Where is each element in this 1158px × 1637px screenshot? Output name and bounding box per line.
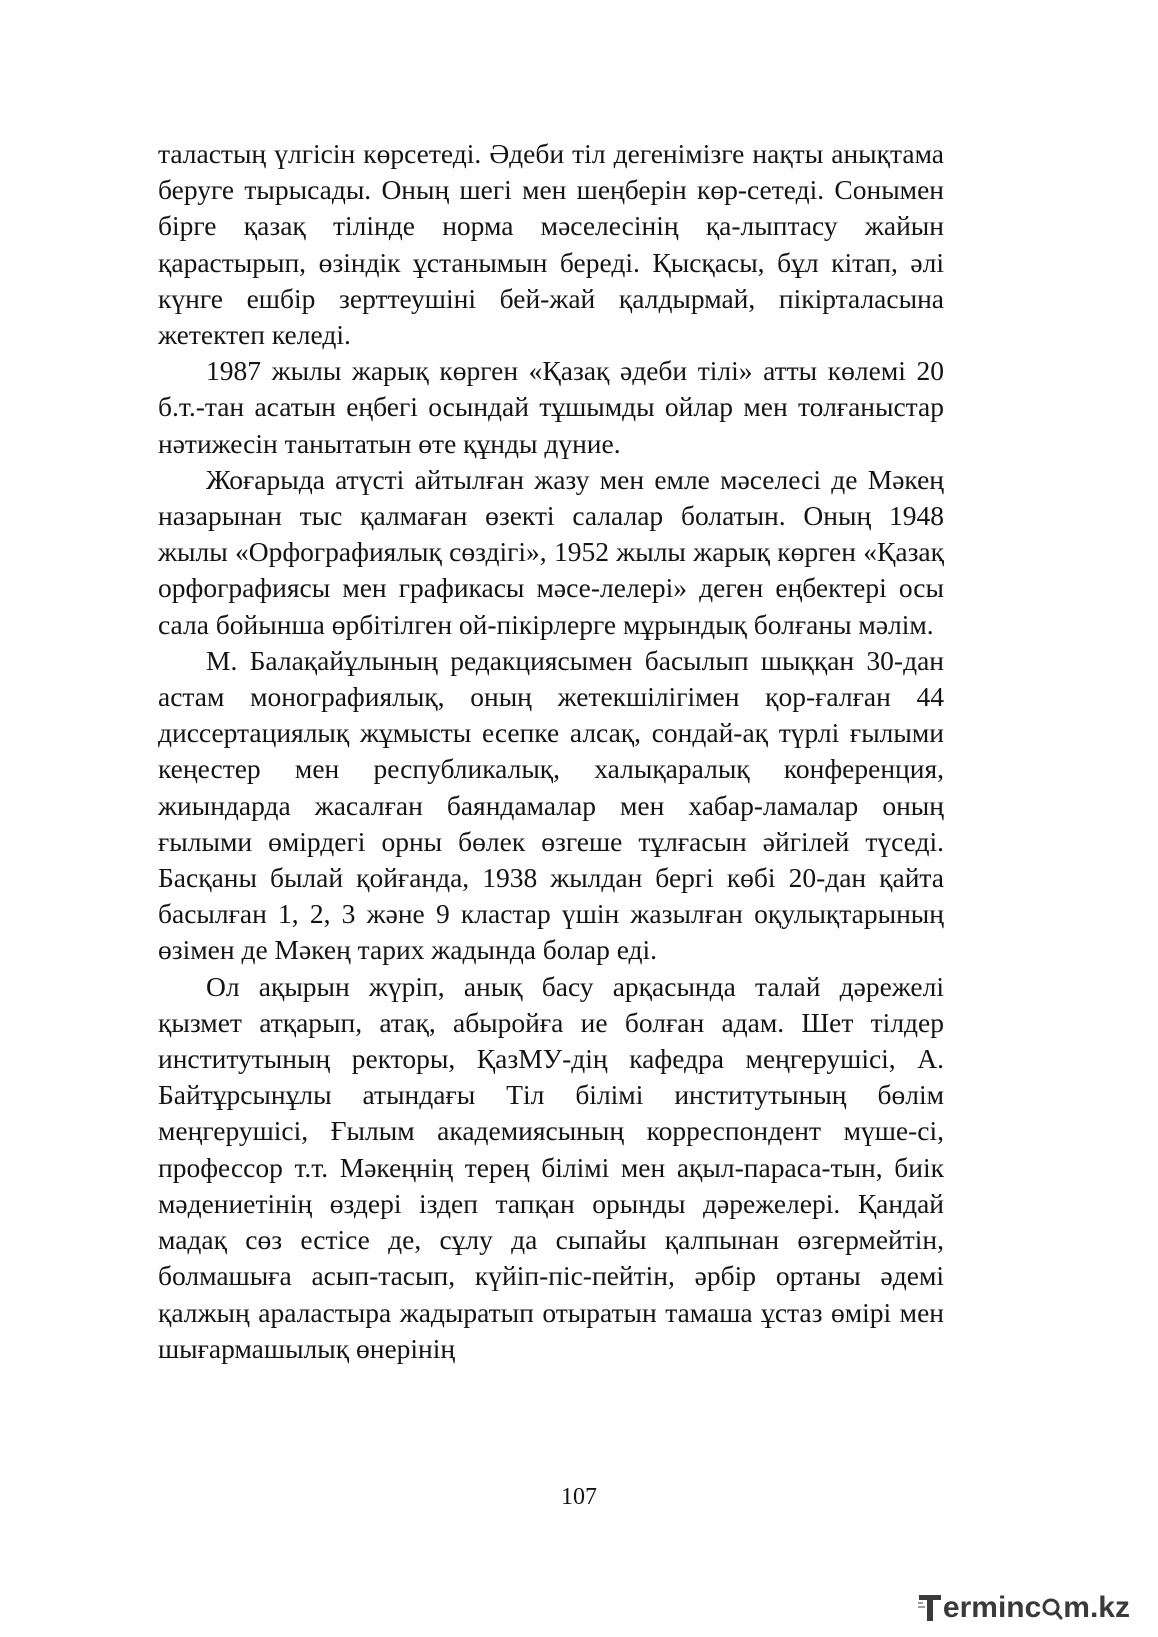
paragraph: Ол ақырын жүріп, анық басу арқасында талай дәрежелі қызмет атқарып, атақ, абыройға ие болған адам. Шет тілдер институтының ректоры, ҚазМУ-дің кафедра меңгерушісі, А. Байтұрсынұлы атындағы Тіл білімі институтының бөлім меңгерушісі, Ғылым академиясының корреспондент мүше-сі, профессор т.т. Мәкеңнің терең білімі мен ақыл-параса-тын, биік мәдениетінің өздері іздеп тапқан орынды дәрежелері. Қандай мадақ сөз естісе де, сұлу да сыпайы қалпынан өзгермейтін, болмашыға асып-тасып, күйіп-піс-пейтін, әрбір ортаны әдемі қалжың араластыра жадыратып отыратын тамаша ұстаз өмірі мен шығармашылық өнерінің <box>158 970 944 1364</box>
page-body <box>158 136 944 1367</box>
watermark-logo <box>918 1588 1130 1628</box>
page-number: 107 <box>561 1484 597 1510</box>
t-glyph-icon <box>918 1592 942 1624</box>
paragraph: М. Балақайұлының редакциясымен басылып шыққан 30-дан астам монографиялық, оның жетекшілігімен қор-ғалған 44 диссертациялық жұмысты есепке алсақ, сондай-ақ түрлі ғылыми кеңестер мен республикалық, халықаралық конференция, жиындарда жасалған баяндамалар мен хабар-ламалар оның ғылыми өмірдегі орны бөлек өзгеше тұлғасын әйгілей түседі. Басқаны былай қойғанда, 1938 жылдан бергі көбі 20-дан қайта басылған 1, 2, 3 және 9 кластар үшін жазылған оқулықтарының өзімен де Мәкең тарих жадында болар еді. <box>158 644 944 966</box>
watermark-text-suffix: m.kz <box>1063 1591 1130 1624</box>
watermark-text-middle: erminc <box>942 1591 1042 1624</box>
magnifier-icon <box>1041 1595 1063 1621</box>
paragraph: Жоғарыда атүсті айтылған жазу мен емле мәселесі де Мәкең назарынан тыс қалмаған өзекті салалар болатын. Оның 1948 жылы «Орфографиялық сөздігі», 1952 жылы жарық көрген «Қазақ орфографиясы мен графикасы мәсе-лелері» деген еңбектері осы сала бойынша өрбітілген ой-пікірлерге мұрындық болғаны мәлім. <box>158 463 944 640</box>
paragraph: 1987 жылы жарық көрген «Қазақ әдеби тілі» атты көлемі 20 б.т.-тан асатын еңбегі осындай тұшымды ойлар мен толғаныстар нәтижесін танытатын өте құнды дүние. <box>158 355 944 459</box>
paragraph: таластың үлгісін көрсетеді. Әдеби тіл дегенімізге нақты анықтама беруге тырысады. Оның шегі мен шеңберін көр-сетеді. Сонымен бірге қазақ тілінде норма мәселесінің қа-лыптасу жайын қарастырып, өзіндік ұстанымын береді. Қысқасы, бұл кітап, әлі күнге ешбір зерттеушіні бей-жай қалдырмай, пікірталасына жетектеп келеді. <box>158 138 944 351</box>
watermark-t-letter <box>918 1592 942 1624</box>
